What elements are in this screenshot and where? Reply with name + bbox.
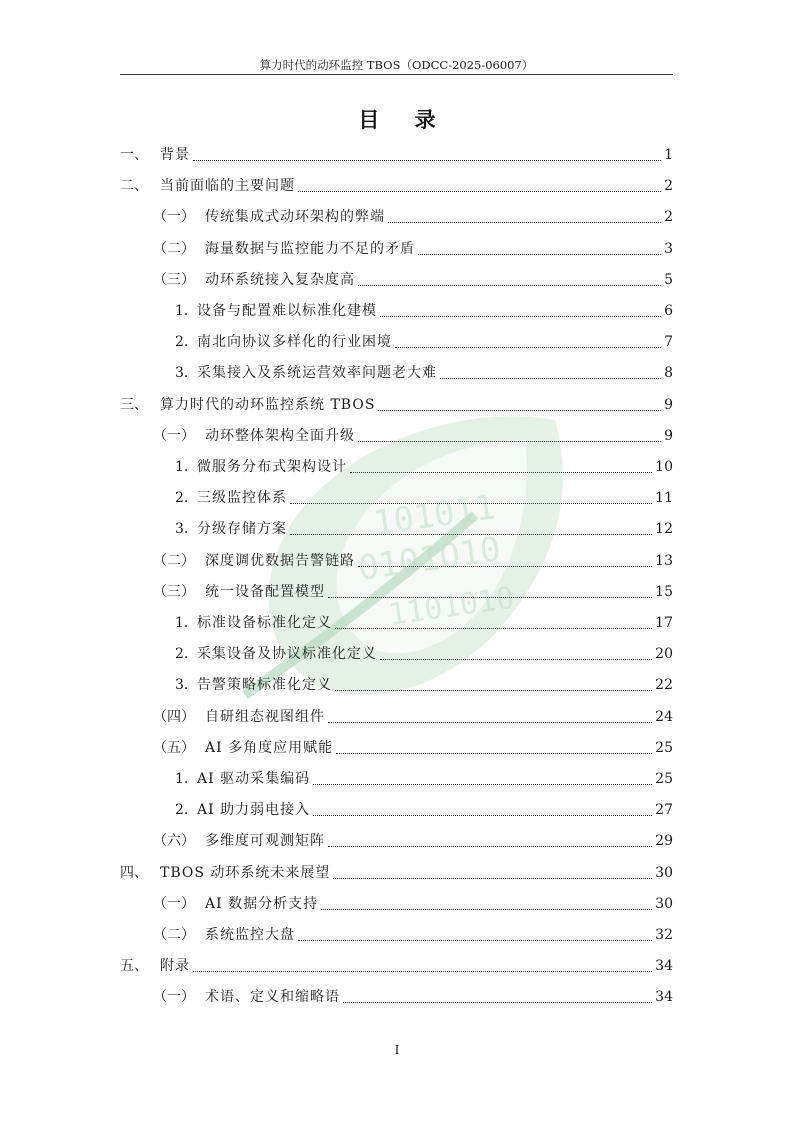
toc-entry[interactable] [175, 642, 673, 664]
toc-dot-leader [328, 722, 652, 723]
toc-entry-title: AI 助力弱电接入 [197, 802, 311, 819]
toc-dot-leader [350, 472, 652, 473]
toc-entry[interactable] [120, 393, 673, 415]
toc-entry[interactable] [175, 361, 673, 383]
toc-entry[interactable] [175, 767, 673, 789]
toc-dot-leader [378, 410, 661, 411]
toc-entry-number: （二） [153, 927, 195, 943]
toc-entry[interactable] [153, 985, 673, 1007]
toc-entry[interactable] [153, 237, 673, 259]
page-number: I [394, 1043, 400, 1057]
toc-entry[interactable] [175, 330, 673, 352]
toc-entry-title: 设备与配置难以标准化建模 [197, 303, 377, 319]
toc-entry-page: 2 [664, 209, 673, 226]
toc-dot-leader [358, 566, 652, 567]
toc-entry-page: 8 [664, 365, 673, 382]
toc-entry-number: 2. [175, 334, 189, 351]
toc-entry[interactable] [153, 268, 673, 290]
toc-entry-page: 9 [664, 427, 673, 444]
toc-entry[interactable] [175, 455, 673, 477]
toc-entry-title: 当前面临的主要问题 [160, 178, 295, 195]
toc-entry[interactable] [153, 549, 673, 571]
toc-entry-number: 1. [175, 303, 189, 319]
toc-entry-title: AI 驱动采集编码 [197, 771, 311, 787]
toc-entry-title: 自研组态视图组件 [205, 708, 325, 725]
toc-entry-number: 2. [175, 646, 189, 663]
toc-entry[interactable] [120, 861, 673, 883]
toc-entry-page: 24 [655, 708, 673, 725]
toc-entry-title: 动环整体架构全面升级 [205, 427, 355, 444]
toc-entry-number: 1. [175, 459, 189, 475]
toc-entry-number: （三） [153, 271, 195, 288]
toc-dot-leader [321, 909, 652, 910]
toc-dot-leader [193, 160, 661, 161]
toc-entry[interactable] [153, 829, 673, 851]
toc-entry-number: 2. [175, 802, 189, 819]
toc-entry-number: （一） [153, 895, 195, 912]
toc-entry[interactable] [175, 517, 673, 539]
toc-dot-leader [380, 316, 661, 317]
toc-entry[interactable] [120, 174, 673, 196]
toc-entry-number: 二、 [120, 178, 148, 195]
toc-entry-page: 34 [655, 989, 673, 1006]
toc-dot-leader [358, 285, 661, 286]
toc-dot-leader [336, 753, 652, 754]
toc-entry-number: （一） [153, 989, 195, 1006]
toc-entry-number: 3. [175, 365, 189, 382]
toc-entry-number: 1. [175, 771, 189, 787]
toc-entry-title: 海量数据与监控能力不足的矛盾 [205, 240, 415, 257]
toc-title: 目 录 [358, 108, 450, 132]
toc-entry-number: （五） [153, 739, 195, 756]
toc-entry[interactable] [120, 954, 673, 976]
toc-entry-title: 三级监控体系 [197, 490, 287, 507]
toc-dot-leader [298, 940, 652, 941]
toc-dot-leader [328, 597, 652, 598]
toc-dot-leader [313, 815, 652, 816]
page-header: 算力时代的动环监控 TBOS（ODCC-2025-06007） [259, 58, 534, 72]
toc-entry[interactable] [153, 205, 673, 227]
svg-text:1101010: 1101010 [386, 580, 517, 633]
toc-entry-number: （三） [153, 583, 195, 600]
toc-entry-title: 深度调优数据告警链路 [205, 552, 355, 569]
toc-dot-leader [380, 659, 652, 660]
toc-entry-number: 三、 [120, 396, 148, 413]
toc-entry-title: 多维度可观测矩阵 [205, 833, 325, 850]
toc-entry[interactable] [120, 143, 673, 165]
toc-entry-page: 11 [655, 490, 673, 507]
toc-entry-title: 背景 [160, 147, 190, 163]
toc-dot-leader [298, 191, 661, 192]
toc-entry-page: 1 [664, 147, 673, 163]
toc-entry-number: 3. [175, 677, 189, 694]
toc-entry-page: 7 [664, 334, 673, 351]
toc-entry-title: 术语、定义和缩略语 [205, 989, 340, 1006]
toc-entry-number: （四） [153, 708, 195, 725]
toc-entry-title: 算力时代的动环监控系统 TBOS [160, 396, 376, 413]
toc-dot-leader [335, 628, 652, 629]
toc-entry-page: 30 [655, 895, 673, 912]
toc-dot-leader [333, 878, 652, 879]
toc-entry-page: 13 [655, 552, 673, 569]
toc-entry-title: 附录 [160, 958, 190, 975]
toc-entry-title: AI 数据分析支持 [205, 895, 319, 912]
toc-entry-number: 五、 [120, 958, 148, 975]
toc-entry-title: 传统集成式动环架构的弊端 [205, 209, 385, 226]
toc-entry[interactable] [175, 299, 673, 321]
toc-dot-leader [418, 254, 661, 255]
toc-entry[interactable] [153, 892, 673, 914]
toc-dot-leader [358, 441, 661, 442]
toc-entry[interactable] [153, 736, 673, 758]
toc-entry-title: 南北向协议多样化的行业困境 [197, 334, 392, 351]
toc-entry-page: 34 [655, 958, 673, 975]
toc-entry-number: 四、 [120, 864, 148, 881]
toc-entry-page: 22 [655, 677, 673, 694]
toc-entry[interactable] [153, 424, 673, 446]
toc-entry-page: 25 [655, 739, 673, 756]
toc-entry-title: 系统监控大盘 [205, 927, 295, 943]
toc-entry[interactable] [153, 580, 673, 602]
toc-entry[interactable] [175, 486, 673, 508]
toc-entry-title: AI 多角度应用赋能 [205, 739, 334, 756]
toc-entry-page: 5 [664, 271, 673, 288]
toc-entry-title: 统一设备配置模型 [205, 583, 325, 600]
toc-entry[interactable] [175, 673, 673, 695]
toc-dot-leader [343, 1002, 652, 1003]
toc-entry-page: 9 [664, 396, 673, 413]
toc-dot-leader [290, 503, 652, 504]
toc-entry-page: 6 [664, 303, 673, 319]
toc-entry-title: 采集设备及协议标准化定义 [197, 646, 377, 663]
toc-entry-page: 30 [655, 864, 673, 881]
toc-entry-number: 2. [175, 490, 189, 507]
svg-text:101011: 101011 [370, 487, 498, 544]
toc-entry-number: （二） [153, 240, 195, 257]
toc-entry[interactable] [175, 611, 673, 633]
toc-entry-number: 一、 [120, 147, 148, 163]
toc-entry-number: 1. [175, 615, 189, 631]
toc-entry[interactable] [153, 923, 673, 945]
toc-entry-title: 分级存储方案 [197, 521, 287, 538]
toc-entry-number: 3. [175, 521, 189, 538]
toc-entry-page: 2 [664, 178, 673, 195]
toc-entry[interactable] [175, 798, 673, 820]
toc-entry-title: 动环系统接入复杂度高 [205, 271, 355, 288]
toc-dot-leader [388, 222, 661, 223]
toc-entry-title: TBOS 动环系统未来展望 [160, 864, 331, 881]
toc-entry-number: （二） [153, 552, 195, 569]
toc-dot-leader [328, 846, 652, 847]
toc-entry-number: （六） [153, 833, 195, 850]
toc-dot-leader [290, 534, 652, 535]
toc-entry-page: 27 [655, 802, 673, 819]
toc-entry-page: 17 [655, 615, 673, 631]
toc-dot-leader [193, 971, 652, 972]
toc-entry-page: 20 [655, 646, 673, 663]
toc-entry-number: （一） [153, 427, 195, 444]
toc-dot-leader [395, 347, 661, 348]
toc-entry-page: 3 [664, 240, 673, 257]
toc-entry-number: （一） [153, 209, 195, 226]
toc-dot-leader [440, 378, 661, 379]
toc-entry[interactable] [153, 705, 673, 727]
toc-entry-page: 12 [655, 521, 673, 538]
toc-entry-page: 25 [655, 771, 673, 787]
svg-text:0101O10: 0101O10 [355, 529, 504, 589]
toc-entry-title: 微服务分布式架构设计 [197, 459, 347, 475]
toc-entry-page: 10 [655, 459, 673, 475]
toc-entry-title: 采集接入及系统运营效率问题老大难 [197, 365, 437, 382]
toc-dot-leader [313, 784, 652, 785]
toc-entry-title: 标准设备标准化定义 [197, 615, 332, 631]
toc-dot-leader [335, 690, 652, 691]
toc-entry-page: 29 [655, 833, 673, 850]
toc-entry-page: 32 [655, 927, 673, 943]
toc-entry-title: 告警策略标准化定义 [197, 677, 332, 694]
toc-entry-page: 15 [655, 583, 673, 600]
